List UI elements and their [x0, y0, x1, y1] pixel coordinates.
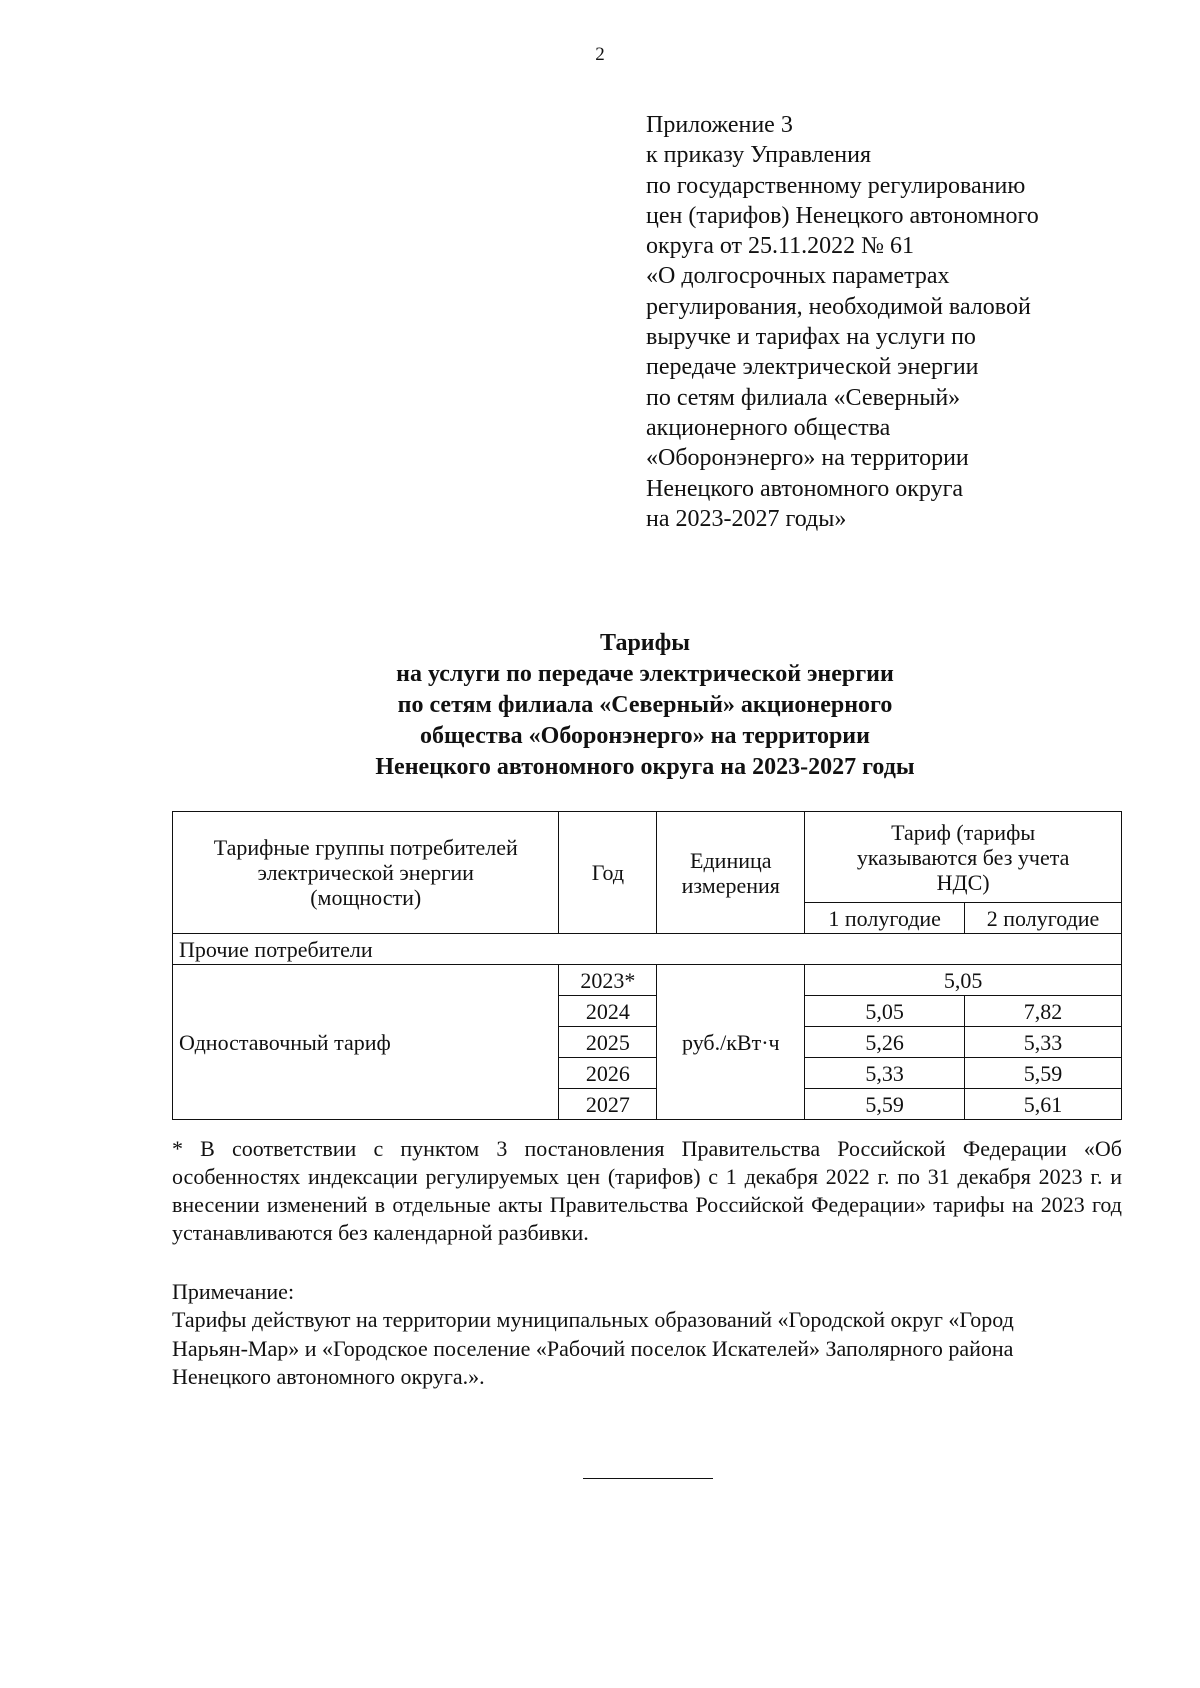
- end-divider: [583, 1478, 713, 1479]
- appendix-line: передаче электрической энергии: [646, 354, 979, 381]
- appendix-line: цен (тарифов) Ненецкого автономного: [646, 202, 1039, 229]
- appendix-line: «О долгосрочных параметрах: [646, 263, 950, 290]
- appendix-line: округа от 25.11.2022 № 61: [646, 233, 915, 260]
- appendix-line: «Оборонэнерго» на территории: [646, 445, 969, 472]
- page-number: 2: [595, 44, 605, 65]
- appendix-line: к приказу Управления: [646, 142, 872, 169]
- year-cell: 2025: [559, 1027, 657, 1058]
- header-half-year-1: 1 полугодие: [805, 903, 965, 934]
- appendix-line: по сетям филиала «Северный»: [646, 384, 961, 411]
- tariff-h1-cell: 5,05: [805, 996, 965, 1027]
- tariff-h1-cell: 5,26: [805, 1027, 965, 1058]
- appendix-line: Приложение 3: [646, 112, 793, 138]
- tariff-h2-cell: 5,61: [965, 1089, 1122, 1120]
- appendix-line: выручке и тарифах на услуги по: [646, 324, 976, 351]
- header-tariff: Тариф (тарифы указываются без учета НДС): [805, 812, 1122, 903]
- title-line: Тарифы: [600, 630, 690, 656]
- header-unit: Единица измерения: [657, 812, 805, 934]
- note-label: Примечание:: [172, 1279, 295, 1304]
- year-cell: 2023*: [559, 965, 657, 996]
- header-consumer-group: Тарифные группы потребителей электрической энергии (мощности): [173, 812, 559, 934]
- tariff-h2-cell: 5,33: [965, 1027, 1122, 1058]
- tariff-h2-cell: 5,59: [965, 1058, 1122, 1089]
- title-line: на услуги по передаче электрической энергии: [396, 661, 894, 687]
- note-text: [172, 1306, 1127, 1392]
- title-line: общества «Оборонэнерго» на территории: [420, 723, 870, 749]
- appendix-line: регулирования, необходимой валовой: [646, 293, 1031, 320]
- rate-name: Одноставочный тариф: [173, 965, 559, 1120]
- appendix-line: по государственному регулированию: [646, 172, 1026, 199]
- header-year: Год: [559, 812, 657, 934]
- unit-cell: руб./кВт·ч: [657, 965, 805, 1120]
- title-line: Ненецкого автономного округа на 2023-2027 годы: [375, 754, 915, 780]
- note-line: Нарьян-Мар» и «Городское поселение «Рабочий поселок Искателей» Заполярного района: [172, 1335, 1014, 1361]
- tariff-table: [172, 811, 1122, 1120]
- note-line: Ненецкого автономного округа.».: [172, 1364, 485, 1389]
- header-half-year-2: 2 полугодие: [965, 903, 1122, 934]
- note-line: Тарифы действуют на территории муниципальных образований «Городской округ «Город: [172, 1307, 1014, 1332]
- appendix-reference: [646, 110, 1116, 534]
- tariff-combined-cell: 5,05: [805, 965, 1122, 996]
- title-line: по сетям филиала «Северный» акционерного: [397, 692, 893, 718]
- appendix-line: Ненецкого автономного округа: [646, 475, 964, 502]
- section-other-consumers: Прочие потребители: [173, 934, 1122, 965]
- footnote: * В соответствии с пунктом 3 постановления Правительства Российской Федерации «Об особенностях индексации регулируемых цен (тарифов) с 1 декабря 2022 г. по 31 декабря 2023 г. и внесении изменений в отдельные акты Правительства Российской Федерации» тарифы на 2023 год устанавливаются без календарной разбивки.: [172, 1136, 1122, 1245]
- year-cell: 2024: [559, 996, 657, 1027]
- tariff-h1-cell: 5,59: [805, 1089, 965, 1120]
- year-cell: 2026: [559, 1058, 657, 1089]
- year-cell: 2027: [559, 1089, 657, 1120]
- tariff-h1-cell: 5,33: [805, 1058, 965, 1089]
- appendix-line: акционерного общества: [646, 414, 891, 441]
- appendix-line: на 2023-2027 годы»: [646, 505, 847, 532]
- tariff-h2-cell: 7,82: [965, 996, 1122, 1027]
- document-title: [160, 628, 1130, 783]
